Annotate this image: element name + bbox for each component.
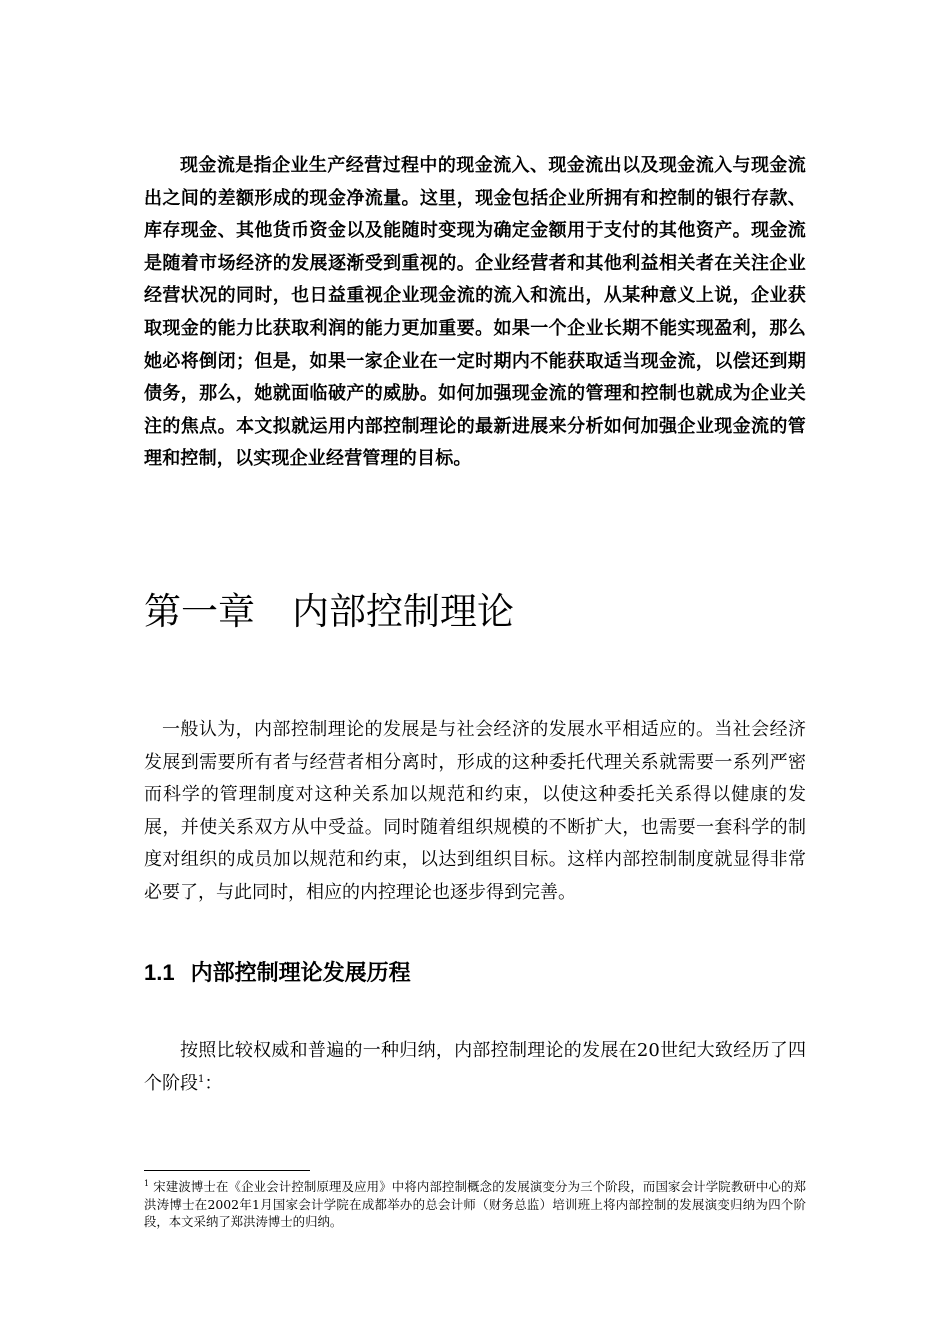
footnote-reference[interactable]: 1 xyxy=(198,1073,205,1085)
footnote-separator xyxy=(144,1170,310,1171)
chapter-paragraph: 一般认为，内部控制理论的发展是与社会经济的发展水平相适应的。当社会经济发展到需要所有者与经营者相分离时，形成的这种委托代理关系就需要一系列严密而科学的管理制度对这种关系加以规范和约束，以使这种委托关系得以健康的发展，并使关系双方从中受益。同时随着组织规模的不断扩大，也需要一套科学的制度对组织的成员加以规范和约束，以达到组织目标。这样内部控制制度就显得非常必要了，与此同时，相应的内控理论也逐步得到完善。 xyxy=(144,719,806,903)
section-paragraph-text: 按照比较权威和普遍的一种归纳，内部控制理论的发展在20世纪大致经历了四个阶段 xyxy=(144,1040,806,1094)
footnote xyxy=(144,1178,806,1231)
section-paragraph xyxy=(144,1035,806,1100)
section-title: 内部控制理论发展历程 xyxy=(190,961,411,986)
section-number: 1.1 xyxy=(144,960,175,985)
chapter-title: 第一章 内部控制理论 xyxy=(144,590,514,633)
intro-paragraph: 现金流是指企业生产经营过程中的现金流入、现金流出以及现金流入与现金流出之间的差额形成的现金净流量。这里，现金包括企业所拥有和控制的银行存款、库存现金、其他货币资金以及能随时变现为确定金额用于支付的其他资产。现金流是随着市场经济的发展逐渐受到重视的。企业经营者和其他利益相关者在关注企业经营状况的同时，也日益重视企业现金流的流入和流出，从某种意义上说，企业获取现金的能力比获取利润的能力更加重要。如果一个企业长期不能实现盈利，那么她必将倒闭；但是，如果一家企业在一定时期内不能获取适当现金流，以偿还到期债务，那么，她就面临破产的威胁。如何加强现金流的管理和控制也就成为企业关注的焦点。本文拟就运用内部控制理论的最新进展来分析如何加强企业现金流的管理和控制，以实现企业经营管理的目标。 xyxy=(144,155,806,470)
footnote-text: 宋建波博士在《企业会计控制原理及应用》中将内部控制概念的发展演变分为三个阶段，而国家会计学院教研中心的郑洪涛博士在2002年1月国家会计学院在成都举办的总会计师（财务总监）培训班上将内部控制的发展演变归纳为四个阶段，本文采纳了郑洪涛博士的归纳。 xyxy=(144,1179,806,1229)
footnote-marker: 1 xyxy=(144,1178,150,1188)
section-heading xyxy=(144,953,411,994)
section-paragraph-ending: ： xyxy=(204,1072,223,1094)
